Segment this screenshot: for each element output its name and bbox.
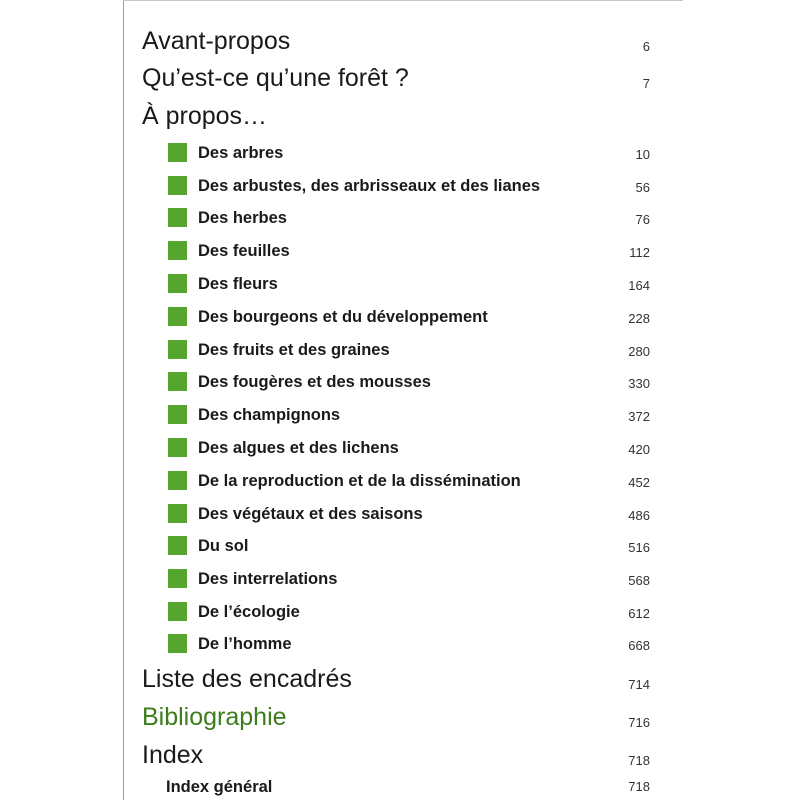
chapter-entry[interactable] — [168, 405, 658, 427]
chapter-title: Des végétaux et des saisons — [198, 505, 423, 523]
chapter-title: Des arbres — [198, 144, 284, 162]
chapter-entry[interactable] — [168, 536, 658, 558]
chapter-entry[interactable] — [168, 274, 658, 296]
green-square-icon — [168, 307, 187, 326]
entry-page: 716 — [628, 715, 650, 730]
chapter-page: 10 — [635, 147, 650, 162]
chapter-title: Des algues et des lichens — [198, 439, 399, 457]
green-square-icon — [168, 143, 187, 162]
chapter-page: 76 — [635, 212, 650, 227]
chapter-title: Des feuilles — [198, 242, 290, 260]
entry-title: À propos… — [142, 102, 268, 130]
green-square-icon — [168, 372, 187, 391]
chapter-entry[interactable] — [168, 241, 658, 263]
chapter-entry[interactable] — [168, 504, 658, 526]
chapter-entry[interactable] — [168, 471, 658, 493]
chapter-entry[interactable] — [168, 602, 658, 624]
chapter-page: 228 — [628, 311, 650, 326]
entry-title: Qu’est-ce qu’une forêt ? — [142, 64, 409, 92]
entry-title: Index — [142, 741, 204, 769]
chapter-page: 568 — [628, 573, 650, 588]
chapter-entry[interactable] — [168, 176, 658, 198]
green-square-icon — [168, 241, 187, 260]
chapter-page: 56 — [635, 180, 650, 195]
entry-title: Avant-propos — [142, 27, 291, 55]
chapter-title: Des herbes — [198, 209, 287, 227]
entry-page: 714 — [628, 677, 650, 692]
chapter-page: 452 — [628, 475, 650, 490]
chapter-entry[interactable] — [168, 634, 658, 656]
entry-title: Index général — [166, 778, 273, 796]
chapter-title: Des champignons — [198, 406, 341, 424]
toc-entry-index-general[interactable] — [166, 777, 658, 799]
entry-page: 718 — [628, 753, 650, 768]
chapter-entry[interactable] — [168, 569, 658, 591]
green-square-icon — [168, 438, 187, 457]
chapter-entry[interactable] — [168, 340, 658, 362]
green-square-icon — [168, 504, 187, 523]
entry-title: Liste des encadrés — [142, 665, 352, 693]
chapter-page: 112 — [629, 245, 650, 260]
chapter-page: 372 — [628, 409, 650, 424]
toc-entry-avant-propos[interactable] — [142, 26, 662, 56]
chapter-title: Des fougères et des mousses — [198, 373, 431, 391]
chapter-title: Des interrelations — [198, 570, 338, 588]
green-square-icon — [168, 536, 187, 555]
entry-page: 6 — [642, 39, 650, 54]
chapter-page: 280 — [628, 344, 650, 359]
chapter-title: Des fruits et des graines — [198, 341, 390, 359]
green-square-icon — [168, 405, 187, 424]
chapter-title: Des fleurs — [198, 275, 278, 293]
chapter-entry[interactable] — [168, 143, 658, 165]
chapter-page: 612 — [628, 606, 650, 621]
green-square-icon — [168, 602, 187, 621]
chapter-page: 516 — [628, 540, 650, 555]
toc-entry-foret[interactable] — [142, 63, 662, 93]
green-square-icon — [168, 471, 187, 490]
green-square-icon — [168, 176, 187, 195]
toc-entry-a-propos — [142, 101, 662, 131]
chapter-page: 486 — [628, 508, 650, 523]
entry-title: Bibliographie — [142, 703, 287, 731]
toc-entry-bibliographie[interactable] — [142, 702, 662, 732]
green-square-icon — [168, 274, 187, 293]
entry-page: 7 — [642, 76, 650, 91]
chapter-entry[interactable] — [168, 438, 658, 460]
green-square-icon — [168, 208, 187, 227]
chapter-title: Du sol — [198, 537, 249, 555]
toc-entry-encadres[interactable] — [142, 664, 662, 694]
chapter-title: De l’homme — [198, 635, 292, 653]
chapter-title: De la reproduction et de la dissémination — [198, 472, 521, 490]
chapter-entry[interactable] — [168, 307, 658, 329]
toc-entry-index[interactable] — [142, 740, 662, 770]
chapter-entry[interactable] — [168, 372, 658, 394]
entry-page: 718 — [628, 779, 650, 794]
chapter-page: 330 — [628, 376, 650, 391]
chapter-title: Des arbustes, des arbrisseaux et des lianes — [198, 177, 541, 195]
green-square-icon — [168, 569, 187, 588]
green-square-icon — [168, 634, 187, 653]
chapter-title: Des bourgeons et du développement — [198, 308, 488, 326]
chapter-page: 668 — [628, 638, 650, 653]
chapter-page: 420 — [628, 442, 650, 457]
green-square-icon — [168, 340, 187, 359]
chapter-entry[interactable] — [168, 208, 658, 230]
chapter-title: De l’écologie — [198, 603, 300, 621]
chapter-page: 164 — [628, 278, 650, 293]
